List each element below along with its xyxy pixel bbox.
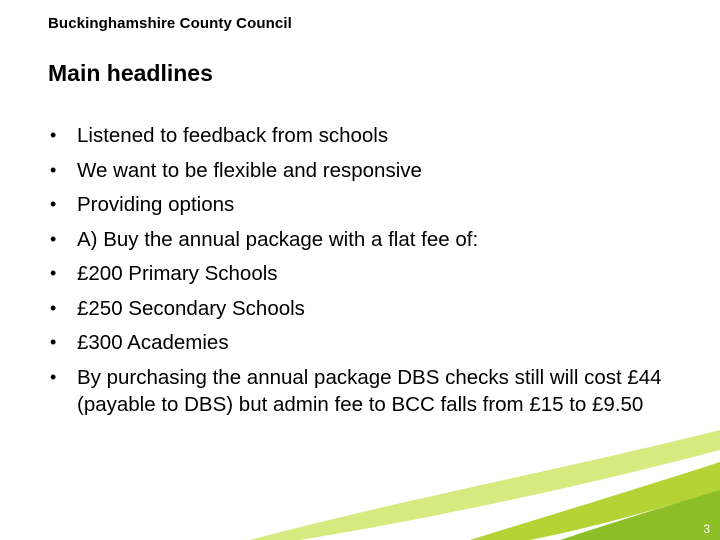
- bullet-text: We want to be flexible and responsive: [77, 158, 422, 182]
- bullet-text: £200 Primary Schools: [77, 262, 278, 285]
- bullet-text: Listened to feedback from schools: [77, 124, 389, 147]
- bullet-dot: •: [50, 194, 57, 214]
- bullet-text: £250 Secondary Schools: [77, 296, 305, 320]
- bullet-dot: •: [50, 263, 57, 283]
- bullet-text: Providing options: [77, 193, 235, 216]
- bullet-dot: •: [50, 332, 57, 352]
- bullet-dot: •: [50, 228, 57, 249]
- page-number: 3: [703, 522, 710, 536]
- bullet-text: A) Buy the annual package with a flat fee of:: [77, 227, 479, 251]
- bullet-text: By purchasing the annual package DBS checks still will cost £44 (payable to DBS) but admin fee to BCC falls from £15 to £9.50: [77, 365, 662, 416]
- slide-title: Main headlines: [48, 60, 213, 86]
- bullet-dot: •: [50, 125, 57, 145]
- bullet-dot: •: [50, 366, 57, 387]
- bullet-dot: •: [50, 159, 57, 180]
- organisation-name: Buckinghamshire County Council: [48, 15, 292, 32]
- bullet-text: £300 Academies: [77, 331, 229, 354]
- bullet-dot: •: [50, 297, 57, 318]
